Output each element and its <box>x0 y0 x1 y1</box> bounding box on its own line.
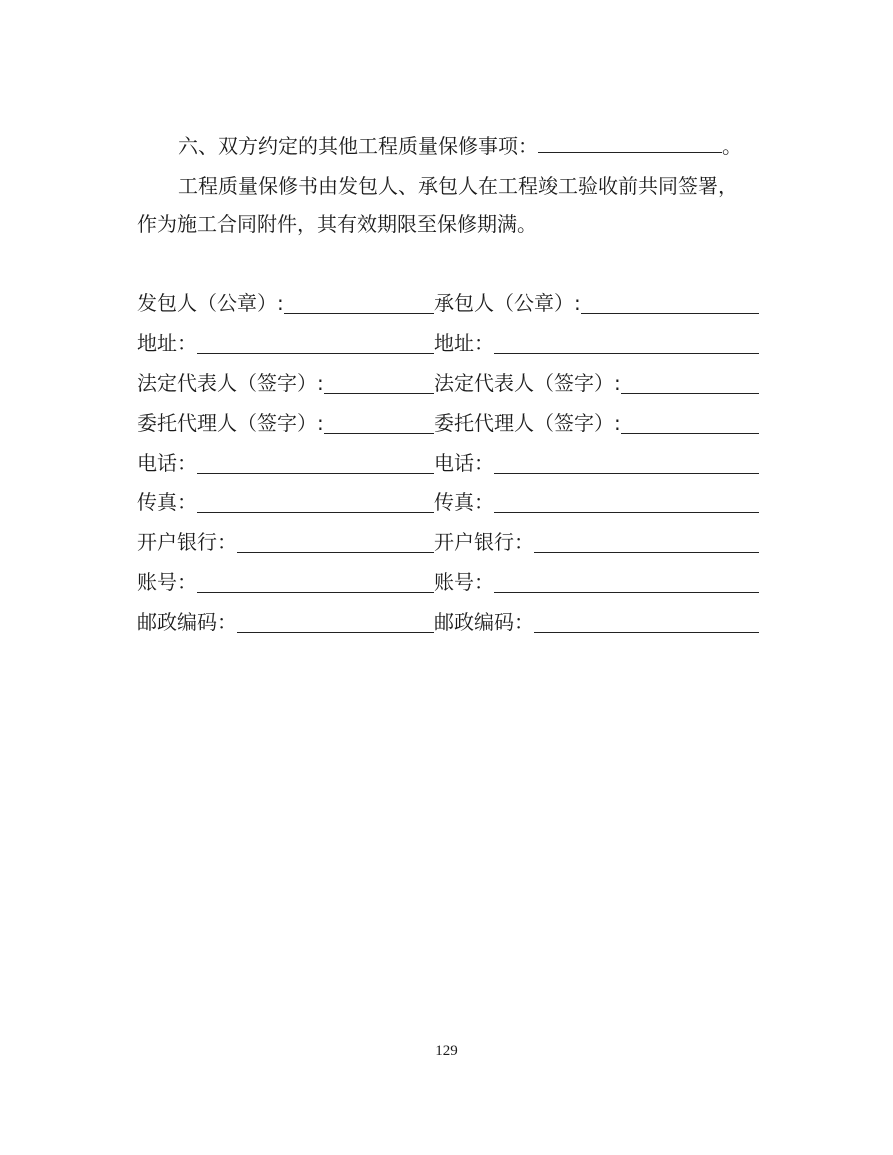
contractor-postcode-blank <box>534 608 759 633</box>
employer-agent-field <box>137 409 434 437</box>
employer-agent-label: 委托代理人（签字）: <box>137 411 324 435</box>
contractor-address-blank <box>494 329 759 354</box>
contractor-seal-blank <box>581 289 759 314</box>
signature-row-phone <box>137 449 759 477</box>
signature-row-account <box>137 568 759 596</box>
contractor-fax-blank <box>494 488 759 513</box>
employer-address-blank <box>197 329 434 354</box>
section-six-blank <box>538 130 722 153</box>
employer-legal-rep-field <box>137 369 434 397</box>
employer-bank-blank <box>237 528 434 553</box>
contractor-postcode-label: 邮政编码： <box>434 610 534 634</box>
contractor-seal-label: 承包人（公章）: <box>434 291 581 315</box>
employer-phone-blank <box>197 449 434 474</box>
contractor-legal-rep-blank <box>621 369 759 394</box>
signature-row-agent <box>137 409 759 437</box>
contractor-legal-rep-field <box>434 369 759 397</box>
signature-row-fax <box>137 488 759 516</box>
page-number: 129 <box>435 1043 458 1059</box>
employer-bank-label: 开户银行： <box>137 530 237 554</box>
contractor-bank-blank <box>534 528 759 553</box>
contractor-phone-label: 电话： <box>434 451 494 475</box>
contractor-account-label: 账号： <box>434 570 494 594</box>
section-six-text: 六、双方约定的其他工程质量保修事项： <box>178 134 538 158</box>
signature-row-employer-seal <box>137 289 759 317</box>
contractor-fax-label: 传真： <box>434 490 494 514</box>
contractor-agent-blank <box>621 409 759 434</box>
signature-row-legal-rep <box>137 369 759 397</box>
employer-legal-rep-blank <box>324 369 434 394</box>
contractor-agent-field <box>434 409 759 437</box>
section-six-line <box>178 130 742 160</box>
signature-row-address <box>137 329 759 357</box>
employer-seal-field <box>137 289 434 317</box>
contractor-phone-field <box>434 449 759 477</box>
employer-account-field <box>137 568 434 596</box>
contractor-address-field <box>434 329 759 357</box>
signature-row-bank <box>137 528 759 556</box>
contractor-account-blank <box>494 568 759 593</box>
employer-fax-blank <box>197 488 434 513</box>
employer-legal-rep-label: 法定代表人（签字）: <box>137 371 324 395</box>
employer-account-blank <box>197 568 434 593</box>
employer-postcode-label: 邮政编码： <box>137 610 237 634</box>
employer-address-field <box>137 329 434 357</box>
employer-address-label: 地址： <box>137 331 197 355</box>
contractor-bank-field <box>434 528 759 556</box>
employer-phone-label: 电话： <box>137 451 197 475</box>
contractor-postcode-field <box>434 608 759 636</box>
employer-fax-field <box>137 488 434 516</box>
signature-row-postcode <box>137 608 759 636</box>
contractor-phone-blank <box>494 449 759 474</box>
contractor-account-field <box>434 568 759 596</box>
employer-phone-field <box>137 449 434 477</box>
paragraph-line-1: 工程质量保修书由发包人、承包人在工程竣工验收前共同签署， <box>178 174 738 198</box>
employer-account-label: 账号： <box>137 570 197 594</box>
contractor-legal-rep-label: 法定代表人（签字）: <box>434 371 621 395</box>
employer-fax-label: 传真： <box>137 490 197 514</box>
employer-postcode-field <box>137 608 434 636</box>
contractor-fax-field <box>434 488 759 516</box>
contractor-bank-label: 开户银行： <box>434 530 534 554</box>
contractor-seal-field <box>434 289 759 317</box>
employer-bank-field <box>137 528 434 556</box>
employer-seal-blank <box>284 289 434 314</box>
contractor-address-label: 地址： <box>434 331 494 355</box>
employer-postcode-blank <box>237 608 434 633</box>
employer-agent-blank <box>324 409 434 434</box>
section-six-end-mark: 。 <box>722 134 742 158</box>
employer-seal-label: 发包人（公章）: <box>137 291 284 315</box>
contractor-agent-label: 委托代理人（签字）: <box>434 411 621 435</box>
paragraph-line-2: 作为施工合同附件，其有效期限至保修期满。 <box>137 212 537 236</box>
